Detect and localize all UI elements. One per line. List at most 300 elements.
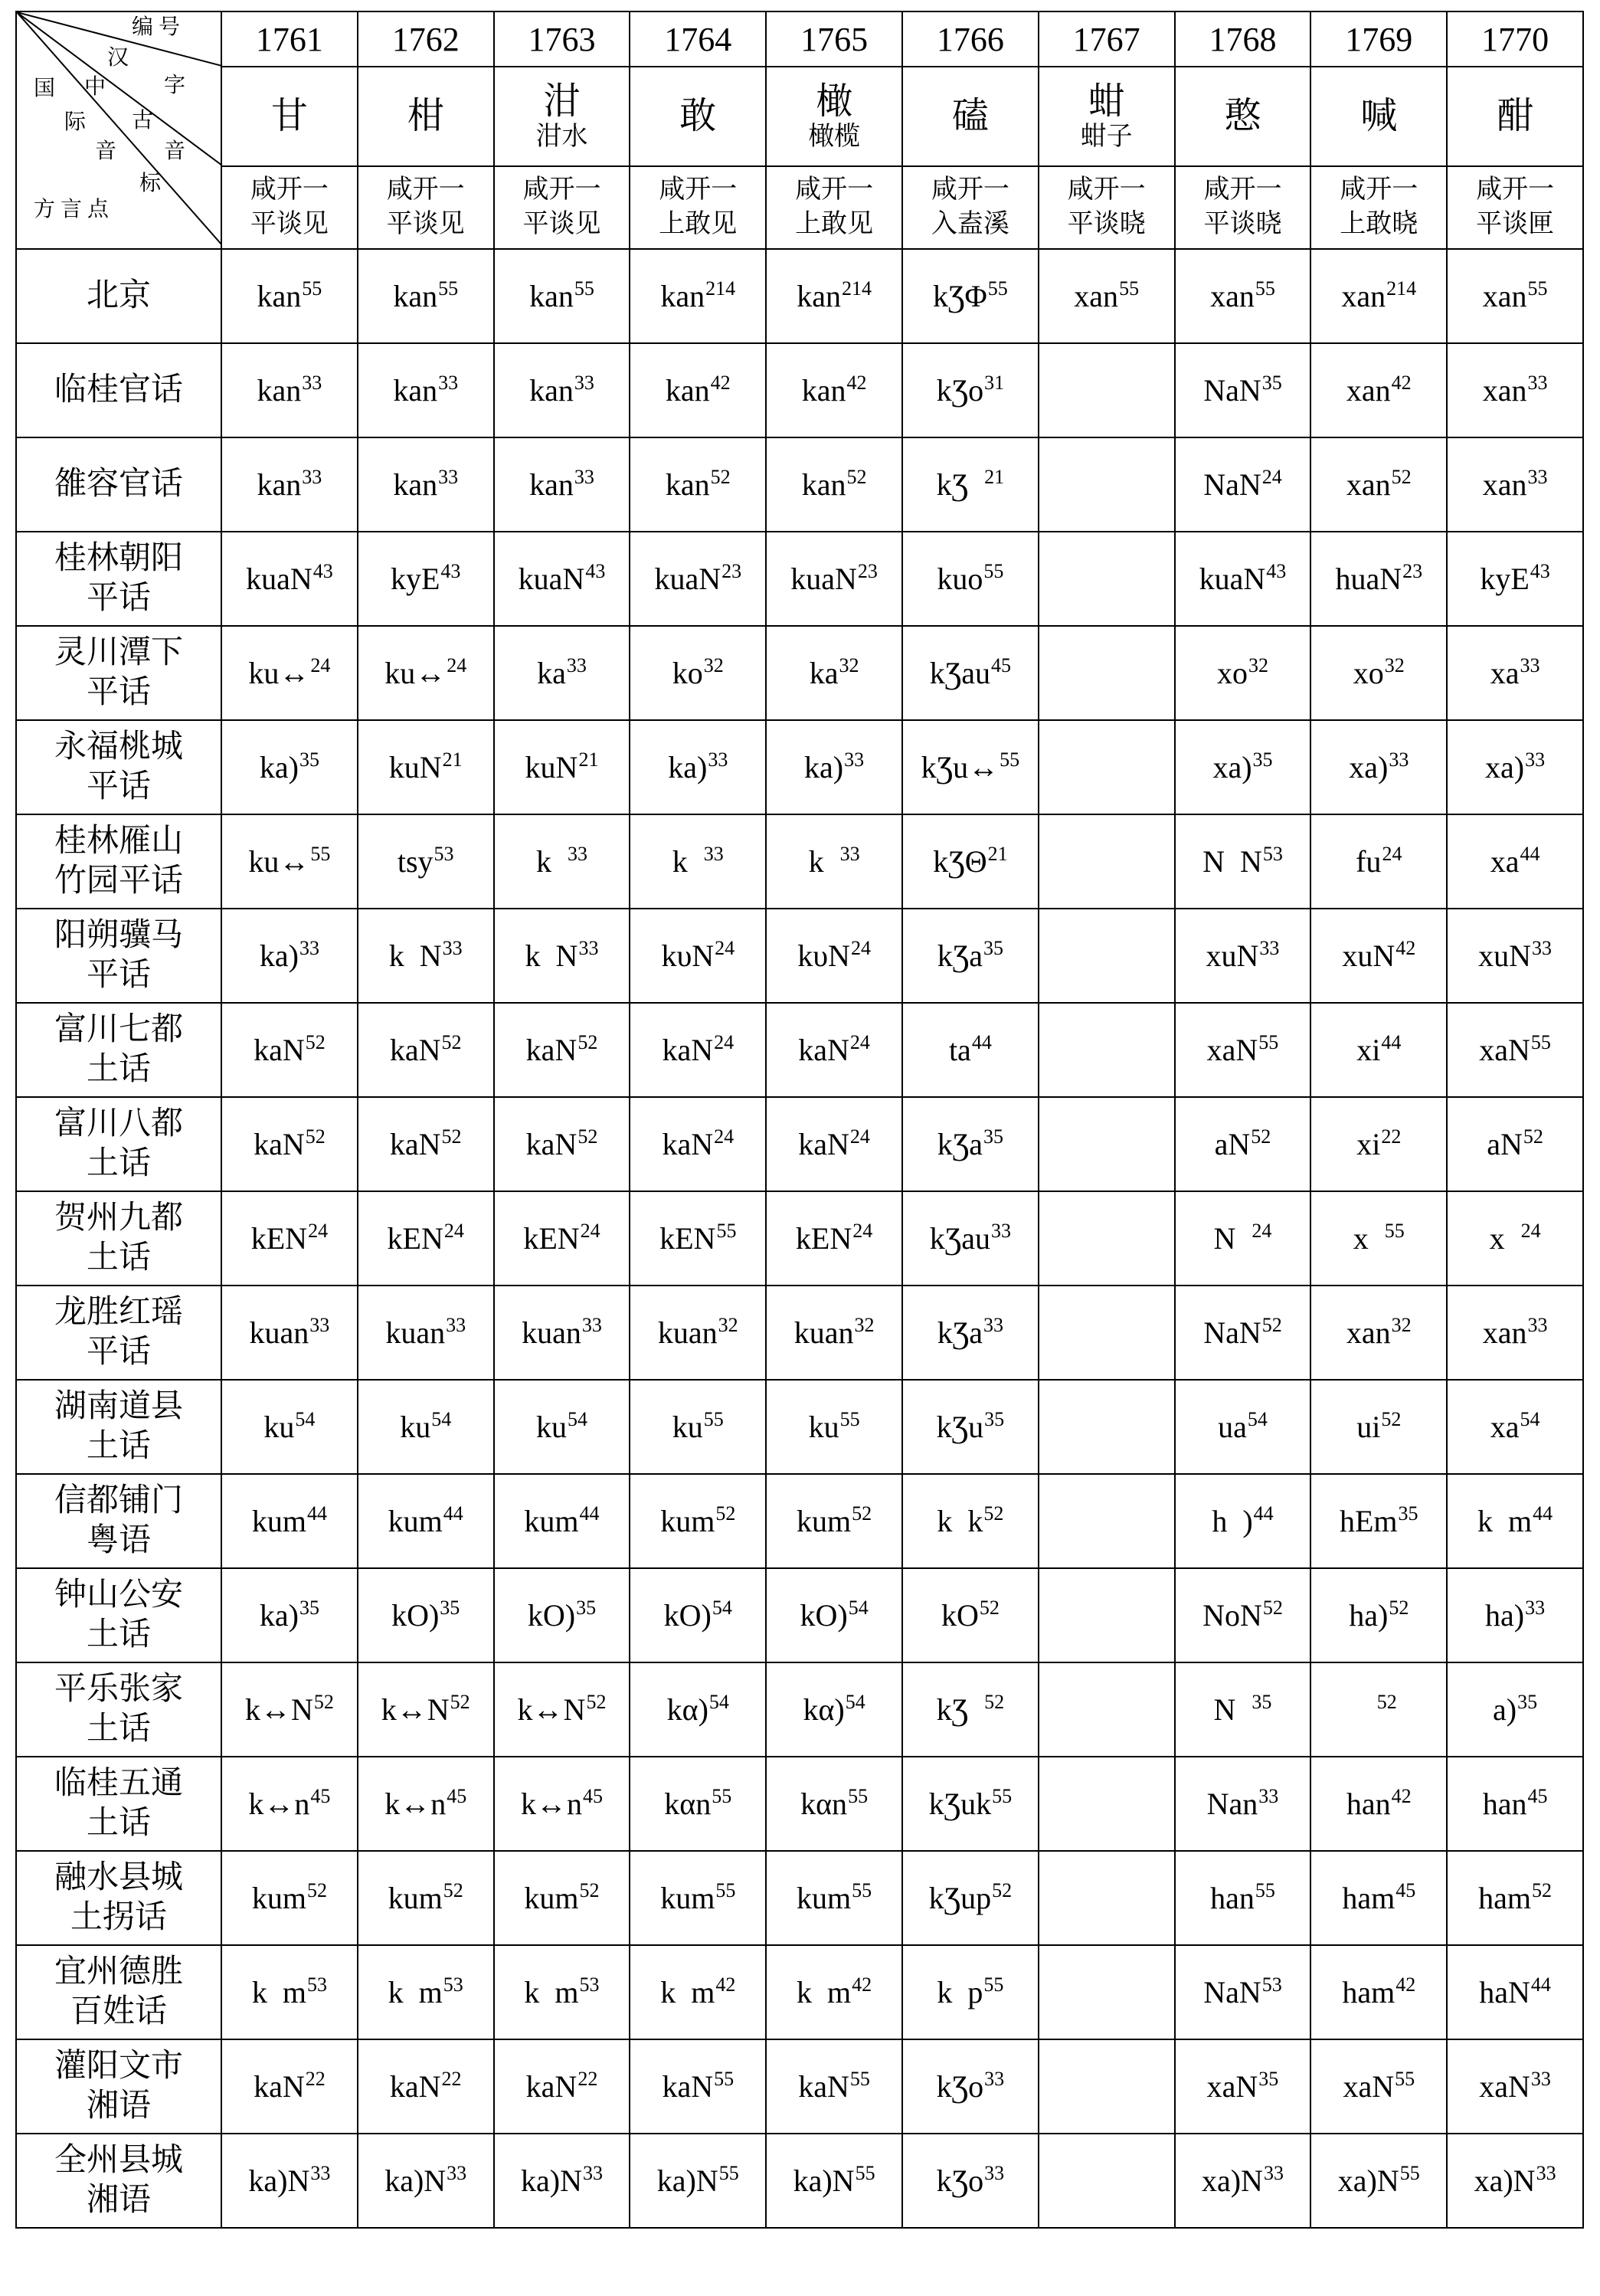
pronunciation-cell — [358, 343, 494, 437]
tone-value: 33 — [1530, 2068, 1551, 2090]
pronunciation-cell — [1175, 1568, 1311, 1662]
tone-value: 44 — [1533, 1502, 1553, 1525]
pronunciation-cell — [1447, 1851, 1583, 1945]
pronunciation-segment: hEm — [1340, 1504, 1398, 1538]
pronunciation-segment: ku — [263, 1410, 295, 1444]
middle-chinese-line: 咸开一 — [1340, 175, 1418, 205]
pronunciation-cell — [494, 1662, 630, 1757]
pronunciation-segment: xi — [1356, 1033, 1381, 1067]
pronunciation-cell — [358, 814, 494, 909]
pronunciation-segment: xan — [1074, 279, 1119, 313]
pronunciation-segment: kan — [660, 279, 705, 313]
tone-value: 22 — [578, 2068, 598, 2090]
pronunciation-segment: xaN — [1206, 1033, 1258, 1067]
pronunciation-segment: kan — [665, 467, 710, 502]
pronunciation-cell — [221, 1474, 358, 1568]
tone-value: 52 — [715, 1502, 736, 1525]
column-number: 1762 — [358, 11, 494, 67]
pronunciation-segment: k m — [1477, 1504, 1533, 1538]
pronunciation-cell — [1175, 1474, 1311, 1568]
tone-value: 33 — [574, 372, 594, 394]
tone-value: 52 — [984, 1691, 1005, 1713]
tone-value: 35 — [1261, 372, 1282, 394]
pronunciation-segment: NaN — [1203, 373, 1261, 408]
tone-value: 33 — [581, 1314, 602, 1336]
pronunciation-segment: kaN — [389, 2069, 441, 2104]
pronunciation-cell — [358, 1003, 494, 1097]
dialect-place-line: 桂林朝阳 — [54, 541, 183, 577]
dialect-place-line: 粤语 — [86, 1522, 151, 1558]
pronunciation-cell — [902, 2039, 1039, 2134]
dialect-place-line: 竹园平话 — [54, 863, 183, 899]
middle-chinese-line: 上敢见 — [659, 210, 738, 238]
pronunciation-cell — [766, 1851, 902, 1945]
pronunciation-cell — [766, 1568, 902, 1662]
pronunciation-segment: xan — [1482, 1315, 1527, 1350]
diagonal-header-cell — [16, 11, 221, 249]
pronunciation-cell — [902, 1380, 1039, 1474]
pronunciation-segment: xa — [1490, 844, 1520, 879]
pronunciation-cell — [1310, 1097, 1447, 1191]
pronunciation-segment: kaN — [525, 1127, 578, 1161]
pronunciation-cell — [1039, 1003, 1175, 1097]
tone-value: 55 — [1255, 277, 1275, 300]
tone-value: 33 — [302, 372, 322, 394]
label-ji: 际 — [64, 110, 87, 134]
dialect-place-line: 贺州九都 — [54, 1200, 183, 1236]
pronunciation-cell — [221, 1568, 358, 1662]
tone-value: 55 — [983, 560, 1004, 582]
dialect-place-line: 平话 — [86, 768, 151, 804]
middle-chinese-line: 平谈匣 — [1476, 210, 1555, 238]
tone-value: 55 — [855, 2162, 875, 2184]
pronunciation-cell — [1447, 2039, 1583, 2134]
tone-value: 55 — [852, 1879, 872, 1901]
pronunciation-cell — [494, 1474, 630, 1568]
pronunciation-cell — [494, 1945, 630, 2039]
dialect-place — [16, 343, 221, 437]
pronunciation-cell — [630, 1945, 766, 2039]
character-main: 磕 — [951, 95, 989, 136]
middle-chinese-line: 平谈见 — [522, 210, 601, 238]
tone-value: 52 — [1391, 466, 1412, 488]
pronunciation-cell — [1447, 2134, 1583, 2228]
pronunciation-segment: xan — [1482, 467, 1527, 502]
middle-chinese-line: 平谈晓 — [1203, 210, 1282, 238]
pronunciation-cell — [766, 1191, 902, 1286]
pronunciation-segment: kan — [801, 373, 846, 408]
dialect-place — [16, 1191, 221, 1286]
column-middle-chinese — [766, 166, 902, 249]
pronunciation-cell — [1175, 1945, 1311, 2039]
pronunciation-cell — [630, 1757, 766, 1851]
tone-value: 42 — [710, 372, 731, 394]
tone-value: 55 — [992, 1785, 1013, 1807]
tone-value: 33 — [1525, 1597, 1546, 1619]
tone-value: 33 — [438, 372, 459, 394]
pronunciation-cell — [630, 532, 766, 626]
pronunciation-cell — [221, 1757, 358, 1851]
pronunciation-cell — [1310, 1757, 1447, 1851]
pronunciation-cell — [1175, 1286, 1311, 1380]
pronunciation-segment: kƷo — [936, 2163, 984, 2198]
pronunciation-cell — [630, 1851, 766, 1945]
tone-value: 35 — [1398, 1502, 1418, 1525]
dialect-place — [16, 249, 221, 343]
tone-value: 35 — [576, 1597, 597, 1619]
pronunciation-cell — [358, 437, 494, 532]
pronunciation-cell — [358, 2039, 494, 2134]
pronunciation-cell — [630, 1003, 766, 1097]
pronunciation-segment: ka) — [259, 1598, 299, 1633]
tone-value: 33 — [446, 1314, 466, 1336]
pronunciation-cell — [902, 1097, 1039, 1191]
column-character — [358, 67, 494, 166]
tone-value: 52 — [306, 1879, 327, 1901]
tone-value: 53 — [306, 1973, 327, 1996]
column-middle-chinese — [1039, 166, 1175, 249]
pronunciation-cell — [1039, 1851, 1175, 1945]
column-middle-chinese — [1175, 166, 1311, 249]
pronunciation-segment: kaN — [798, 2069, 849, 2104]
pronunciation-cell — [1310, 1380, 1447, 1474]
pronunciation-cell — [1310, 626, 1447, 720]
pronunciation-cell — [1310, 343, 1447, 437]
middle-chinese-line: 咸开一 — [386, 175, 465, 205]
pronunciation-segment: xan — [1346, 467, 1391, 502]
dialect-place-line: 全州县城 — [54, 2143, 183, 2179]
tone-value: 54 — [848, 1597, 869, 1619]
tone-value: 33 — [299, 937, 319, 959]
tone-value: 24 — [310, 654, 331, 676]
pronunciation-segment: xa)N — [1337, 2163, 1399, 2198]
pronunciation-segment: kum — [251, 1504, 306, 1538]
pronunciation-segment: kan — [257, 279, 302, 313]
pronunciation-cell — [766, 1757, 902, 1851]
tone-value: 55 — [1384, 1220, 1405, 1242]
tone-value: 32 — [1248, 654, 1268, 676]
tone-value: 52 — [578, 1125, 598, 1148]
tone-value: 35 — [1252, 748, 1273, 771]
dialect-place-line: 钟山公安 — [54, 1577, 183, 1613]
pronunciation-segment: kum — [388, 1504, 443, 1538]
pronunciation-segment: ku↔ — [248, 656, 310, 690]
pronunciation-cell — [1310, 1474, 1447, 1568]
tone-value: 55 — [839, 1408, 860, 1430]
tone-value: 54 — [567, 1408, 587, 1430]
middle-chinese-line: 咸开一 — [1067, 175, 1146, 205]
tone-value: 33 — [1527, 466, 1548, 488]
tone-value: 43 — [440, 560, 461, 582]
pronunciation-cell — [1447, 1662, 1583, 1757]
pronunciation-segment: kEN — [250, 1221, 308, 1256]
column-middle-chinese — [1310, 166, 1447, 249]
pronunciation-cell — [1039, 626, 1175, 720]
pronunciation-cell — [221, 343, 358, 437]
pronunciation-segment: kaN — [254, 1127, 305, 1161]
pronunciation-cell — [1175, 1851, 1311, 1945]
middle-chinese-line: 咸开一 — [1476, 175, 1555, 205]
tone-value: 22 — [441, 2068, 462, 2090]
dialect-place — [16, 1662, 221, 1757]
pronunciation-segment: kƷΦ — [932, 279, 987, 313]
pronunciation-cell — [1039, 1945, 1175, 2039]
dialect-place-line: 北京 — [86, 277, 151, 313]
middle-chinese-line: 咸开一 — [659, 175, 738, 205]
tone-value: 43 — [312, 560, 333, 582]
tone-value: 33 — [1258, 1785, 1279, 1807]
pronunciation-cell — [358, 1474, 494, 1568]
tone-value: 55 — [983, 1973, 1004, 1996]
pronunciation-cell — [902, 437, 1039, 532]
middle-chinese-line: 咸开一 — [250, 175, 329, 205]
label-han: 汉 — [107, 46, 129, 70]
pronunciation-cell — [630, 1380, 766, 1474]
tone-value: 55 — [1119, 277, 1140, 300]
tone-value: 52 — [1381, 1408, 1402, 1430]
pronunciation-cell — [494, 249, 630, 343]
pronunciation-segment: N — [1213, 1221, 1252, 1256]
pronunciation-cell — [494, 720, 630, 814]
pronunciation-cell — [1310, 437, 1447, 532]
pronunciation-cell — [902, 532, 1039, 626]
dialect-place — [16, 626, 221, 720]
pronunciation-cell — [902, 1191, 1039, 1286]
tone-value: 21 — [442, 748, 463, 771]
pronunciation-cell — [1039, 720, 1175, 814]
pronunciation-cell — [902, 1286, 1039, 1380]
tone-value: 55 — [1255, 1879, 1275, 1901]
pronunciation-cell — [1310, 720, 1447, 814]
character-example-word: 橄榄 — [808, 122, 861, 151]
pronunciation-segment: x — [1489, 1221, 1520, 1256]
dialect-place — [16, 720, 221, 814]
tone-value: 55 — [438, 277, 459, 300]
tone-value: 53 — [579, 1973, 600, 1996]
tone-value: 44 — [579, 1502, 600, 1525]
pronunciation-segment: k m — [797, 1975, 852, 2009]
pronunciation-cell — [902, 1945, 1039, 2039]
pronunciation-cell — [630, 343, 766, 437]
tone-value: 33 — [438, 466, 459, 488]
pronunciation-segment: xan — [1341, 279, 1386, 313]
pronunciation-segment: xa)N — [1201, 2163, 1263, 2198]
table-row — [16, 1003, 1583, 1097]
pronunciation-cell — [766, 1662, 902, 1757]
pronunciation-cell — [1310, 814, 1447, 909]
pronunciation-segment: k N — [388, 938, 442, 973]
pronunciation-cell — [221, 1286, 358, 1380]
pronunciation-segment: xan — [1482, 373, 1527, 408]
dialect-place-line: 湖南道县 — [54, 1389, 183, 1425]
table-row — [16, 1945, 1583, 2039]
dialect-place-line: 土话 — [86, 1240, 151, 1276]
tone-value: 52 — [1251, 1125, 1271, 1148]
tone-value: 24 — [308, 1220, 329, 1242]
pronunciation-cell — [1310, 1191, 1447, 1286]
pronunciation-cell — [221, 1851, 358, 1945]
character-main: 泔 — [543, 80, 581, 122]
tone-value: 52 — [441, 1125, 462, 1148]
column-character — [1175, 67, 1311, 166]
pronunciation-cell — [358, 1380, 494, 1474]
pronunciation-cell — [766, 626, 902, 720]
pronunciation-segment: kαn — [664, 1787, 712, 1821]
pronunciation-cell — [494, 2134, 630, 2228]
pronunciation-cell — [1310, 2134, 1447, 2228]
pronunciation-segment: Nan — [1206, 1787, 1258, 1821]
pronunciation-segment: kan — [393, 373, 438, 408]
dialect-place — [16, 1474, 221, 1568]
pronunciation-cell — [1447, 1097, 1583, 1191]
dialect-place — [16, 1097, 221, 1191]
table-row — [16, 1097, 1583, 1191]
pronunciation-segment: fu — [1356, 844, 1382, 879]
tone-value: 55 — [1395, 2068, 1415, 2090]
pronunciation-cell — [1447, 1191, 1583, 1286]
pronunciation-cell — [1175, 1380, 1311, 1474]
table-row — [16, 1286, 1583, 1380]
pronunciation-cell — [221, 2039, 358, 2134]
pronunciation-cell — [1039, 1757, 1175, 1851]
dialect-place — [16, 814, 221, 909]
pronunciation-cell — [1175, 1757, 1311, 1851]
dialect-place — [16, 532, 221, 626]
column-character — [221, 67, 358, 166]
tone-value: 24 — [1252, 1220, 1272, 1242]
tone-value: 55 — [310, 843, 331, 865]
tone-value: 44 — [1530, 1973, 1551, 1996]
tone-value: 52 — [441, 1031, 462, 1053]
dialect-place — [16, 909, 221, 1003]
tone-value: 33 — [839, 843, 860, 865]
tone-value: 33 — [442, 937, 463, 959]
pronunciation-cell — [494, 1757, 630, 1851]
dialect-place-line: 土话 — [86, 1051, 151, 1087]
pronunciation-cell — [494, 1097, 630, 1191]
pronunciation-segment: ka)N — [793, 2163, 855, 2198]
dialect-place-line: 宜州德胜 — [54, 1954, 183, 1990]
pronunciation-segment: kan — [797, 279, 841, 313]
tone-value: 33 — [844, 748, 865, 771]
label-gu: 古 — [132, 109, 154, 133]
pronunciation-segment: kuan — [793, 1315, 854, 1350]
tone-value: 53 — [443, 1973, 463, 1996]
tone-value: 23 — [857, 560, 878, 582]
tone-value: 54 — [1520, 1408, 1540, 1430]
tone-value: 53 — [434, 843, 454, 865]
pronunciation-segment: xaN — [1343, 2069, 1395, 2104]
tone-value: 42 — [1396, 937, 1416, 959]
label-yin: 音 — [95, 139, 117, 163]
table-row — [16, 532, 1583, 626]
pronunciation-segment: kum — [251, 1881, 306, 1915]
pronunciation-segment: kO) — [663, 1598, 712, 1633]
tone-value: 24 — [1520, 1220, 1541, 1242]
pronunciation-cell — [1039, 532, 1175, 626]
pronunciation-segment: kaN — [662, 1033, 714, 1067]
pronunciation-segment: kaN — [798, 1033, 849, 1067]
pronunciation-cell — [494, 814, 630, 909]
header-char-row — [16, 67, 1583, 166]
pronunciation-cell — [221, 532, 358, 626]
tone-value: 42 — [1391, 1785, 1412, 1807]
table-row — [16, 1380, 1583, 1474]
pronunciation-segment: kaN — [525, 2069, 578, 2104]
tone-value: 35 — [983, 937, 1004, 959]
pronunciation-segment: kaN — [662, 2069, 714, 2104]
pronunciation-cell — [1175, 814, 1311, 909]
tone-value: 32 — [718, 1314, 738, 1336]
middle-chinese-line: 上敢见 — [795, 210, 874, 238]
tone-value: 52 — [305, 1125, 326, 1148]
pronunciation-segment: kƷau — [929, 656, 991, 690]
dialect-place — [16, 1945, 221, 2039]
tone-value: 54 — [708, 1691, 729, 1713]
tone-value: 24 — [849, 1031, 870, 1053]
tone-value: 24 — [852, 1220, 873, 1242]
dialect-place — [16, 2134, 221, 2228]
tone-value: 214 — [1386, 277, 1417, 300]
tone-value: 32 — [1391, 1314, 1412, 1336]
tone-value: 35 — [440, 1597, 460, 1619]
label-bianhao: 编 号 — [132, 15, 181, 39]
middle-chinese-line: 平谈见 — [250, 210, 329, 238]
pronunciation-segment: xaN — [1479, 2069, 1530, 2104]
tone-value: 35 — [299, 1597, 319, 1619]
pronunciation-segment: NaN — [1203, 1315, 1261, 1350]
pronunciation-segment: kO — [941, 1598, 979, 1633]
character-main: 憨 — [1224, 95, 1261, 136]
tone-value: 23 — [1402, 560, 1423, 582]
pronunciation-segment: xaN — [1479, 1033, 1530, 1067]
pronunciation-cell — [1039, 343, 1175, 437]
pronunciation-segment: ka) — [804, 750, 844, 784]
pronunciation-cell — [630, 626, 766, 720]
pronunciation-segment: xi — [1356, 1127, 1381, 1161]
pronunciation-cell — [1447, 1757, 1583, 1851]
tone-value: 33 — [703, 843, 724, 865]
pronunciation-cell — [766, 720, 902, 814]
pronunciation-cell — [1310, 1286, 1447, 1380]
pronunciation-segment: kα) — [666, 1692, 708, 1727]
pronunciation-cell — [1039, 1380, 1175, 1474]
pronunciation-cell — [221, 1003, 358, 1097]
pronunciation-cell — [1175, 720, 1311, 814]
column-number: 1769 — [1310, 11, 1447, 67]
tone-value: 24 — [447, 654, 467, 676]
pronunciation-segment: ku↔ — [384, 656, 447, 690]
pronunciation-segment: kan — [393, 467, 438, 502]
pronunciation-segment: xan — [1346, 373, 1391, 408]
tone-value: 52 — [1261, 1314, 1282, 1336]
pronunciation-cell — [630, 1474, 766, 1568]
pronunciation-cell — [221, 1097, 358, 1191]
pronunciation-segment: kƷa — [937, 1127, 983, 1161]
header-mc-row — [16, 166, 1583, 249]
dialect-place — [16, 1568, 221, 1662]
column-character — [1447, 67, 1583, 166]
pronunciation-segment: huaN — [1335, 562, 1402, 596]
tone-value: 43 — [1266, 560, 1287, 582]
pronunciation-cell — [358, 2134, 494, 2228]
pronunciation-segment: ha) — [1349, 1598, 1389, 1633]
pronunciation-cell — [494, 1851, 630, 1945]
pronunciation-cell — [1175, 532, 1311, 626]
pronunciation-segment: kƷup — [928, 1881, 992, 1915]
dialect-place-line: 融水县城 — [54, 1860, 183, 1896]
pronunciation-cell — [766, 532, 902, 626]
